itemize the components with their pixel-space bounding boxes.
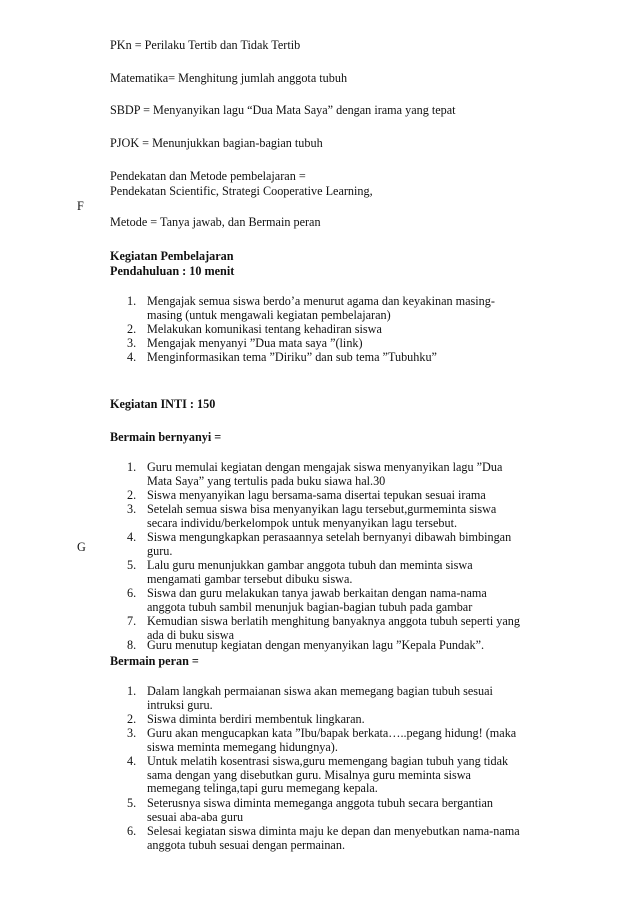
metode-line: Metode = Tanya jawab, dan Bermain peran xyxy=(110,215,321,229)
list-item-text xyxy=(147,824,520,852)
list-item-text xyxy=(147,639,507,653)
list-item-number: 3. xyxy=(127,336,137,350)
list-item-line: siswa meminta memegang hidungnya). xyxy=(147,739,338,754)
list-item-text xyxy=(147,713,507,727)
list-item-line: secara individu/berkelompok untuk menyanyikan lagu tersebut. xyxy=(147,515,458,530)
list-item-number: 4. xyxy=(127,754,137,768)
list-item-text xyxy=(147,489,507,503)
list-item-line: Guru menutup kegiatan dengan menyanyikan lagu ”Kepala Pundak”. xyxy=(147,638,485,652)
list-item-line: Mengajak menyanyi ”Dua mata saya ”(link) xyxy=(147,336,363,350)
list-item-line: ada di buku siswa xyxy=(147,627,234,642)
list-item-line: Siswa diminta berdiri membentuk lingkaran. xyxy=(147,712,365,726)
list-item-number: 3. xyxy=(127,726,137,740)
list-item-line: Lalu guru menunjukkan gambar anggota tubuh dan meminta siswa xyxy=(147,558,473,572)
list-item-number: 5. xyxy=(127,558,137,572)
kegiatan-title: Kegiatan Pembelajaran xyxy=(110,249,234,263)
list-item-line: anggota tubuh sesuai dengan permainan. xyxy=(147,837,345,852)
list-item-line: Menginformasikan tema ”Diriku” dan sub tema ”Tubuhku” xyxy=(147,350,437,364)
pendahuluan-heading: Pendahuluan : 10 menit xyxy=(110,264,235,278)
list-item-line: memegang telinga,tapi guru memegang kepala. xyxy=(147,781,378,796)
list-item-number: 2. xyxy=(127,712,137,726)
list-item-number: 2. xyxy=(127,488,137,502)
list-item-text xyxy=(147,337,507,351)
list-item-line: Mengajak semua siswa berdo’a menurut agama dan keyakinan masing- xyxy=(147,294,495,308)
list-item-line: sesuai aba-aba guru xyxy=(147,809,244,824)
list-item-text xyxy=(147,559,507,586)
list-item-number: 8. xyxy=(127,638,137,652)
list-item-number: 5. xyxy=(127,796,137,810)
inti-heading: Kegiatan INTI : 150 xyxy=(110,397,216,411)
list-item-number: 1. xyxy=(127,294,137,308)
list-item-line: masing (untuk mengawali kegiatan pembelajaran) xyxy=(147,307,391,322)
list-item-number: 1. xyxy=(127,684,137,698)
list-item-text xyxy=(147,726,517,754)
list-item-line: Selesai kegiatan siswa diminta maju ke depan dan menyebutkan nama-nama xyxy=(147,824,520,838)
list-item-line: Siswa mengungkapkan perasaannya setelah bernyanyi dibawah bimbingan xyxy=(147,530,512,544)
list-item-text xyxy=(147,797,507,824)
list-item-text xyxy=(147,530,512,558)
list-item-text xyxy=(147,295,507,322)
list-item-number: 2. xyxy=(127,322,137,336)
list-item-text xyxy=(147,755,507,796)
list-item-line: Setelah semua siswa bisa menyanyikan lagu tersebut,gurmeminta siswa xyxy=(147,502,497,516)
list-item-text xyxy=(147,587,507,614)
list-item-number: 3. xyxy=(127,502,137,516)
subject-matematika: Matematika= Menghitung jumlah anggota tubuh xyxy=(110,71,348,85)
list-item-line: intruksi guru. xyxy=(147,697,213,712)
list-item-number: 1. xyxy=(127,460,137,474)
subject-sbdp: SBDP = Menyanyikan lagu “Dua Mata Saya” dengan irama yang tepat xyxy=(110,103,456,117)
margin-letter-g: G xyxy=(77,540,86,554)
list-item-line: Untuk melatih kosentrasi siswa,guru memengang bagian tubuh yang tidak xyxy=(147,754,509,768)
list-item-line: Kemudian siswa berlatih menghitung banyaknya anggota tubuh seperti yang xyxy=(147,614,520,628)
list-item-text xyxy=(147,323,507,337)
list-item-line: Guru memulai kegiatan dengan mengajak siswa menyanyikan lagu ”Dua xyxy=(147,460,503,474)
list-item-line: guru. xyxy=(147,543,173,558)
list-item-line: mengamati gambar tersebut dibuku siswa. xyxy=(147,571,353,586)
list-item-number: 6. xyxy=(127,824,137,838)
list-item-text xyxy=(147,685,507,712)
list-item-text xyxy=(147,351,507,365)
pendekatan-line-2: Pendekatan Scientific, Strategi Cooperative Learning, xyxy=(110,184,373,198)
list-item-line: Siswa dan guru melakukan tanya jawab berkaitan dengan nama-nama xyxy=(147,586,487,600)
list-item-number: 7. xyxy=(127,614,137,628)
list-item-number: 4. xyxy=(127,350,137,364)
subject-pjok: PJOK = Menunjukkan bagian-bagian tubuh xyxy=(110,136,323,150)
bernyanyi-heading: Bermain bernyanyi = xyxy=(110,430,222,444)
list-item-number: 6. xyxy=(127,586,137,600)
list-item-line: Mata Saya” yang tertulis pada buku siawa hal.30 xyxy=(147,473,386,488)
margin-letter-f: F xyxy=(77,199,84,213)
list-item-line: Melakukan komunikasi tentang kehadiran siswa xyxy=(147,322,382,336)
list-item-line: Seterusnya siswa diminta memeganga anggota tubuh secara bergantian xyxy=(147,796,493,810)
list-item-line: anggota tubuh sambil menunjuk bagian-bagian tubuh pada gambar xyxy=(147,599,473,614)
list-item-line: Guru akan mengucapkan kata ”Ibu/bapak berkata…..pegang hidung! (maka xyxy=(147,726,517,740)
list-item-line: Siswa menyanyikan lagu bersama-sama disertai tepukan sesuai irama xyxy=(147,488,486,502)
list-item-line: Dalam langkah permaianan siswa akan memegang bagian tubuh sesuai xyxy=(147,684,493,698)
list-item-number: 4. xyxy=(127,530,137,544)
pendekatan-line-1: Pendekatan dan Metode pembelajaran = xyxy=(110,169,306,183)
peran-heading: Bermain peran = xyxy=(110,654,199,668)
list-item-line: sama dengan yang disebutkan guru. Misalnya guru meminta siswa xyxy=(147,767,471,782)
list-item-text xyxy=(147,503,507,530)
list-item-text xyxy=(147,461,507,488)
subject-pkn: PKn = Perilaku Tertib dan Tidak Tertib xyxy=(110,38,301,52)
